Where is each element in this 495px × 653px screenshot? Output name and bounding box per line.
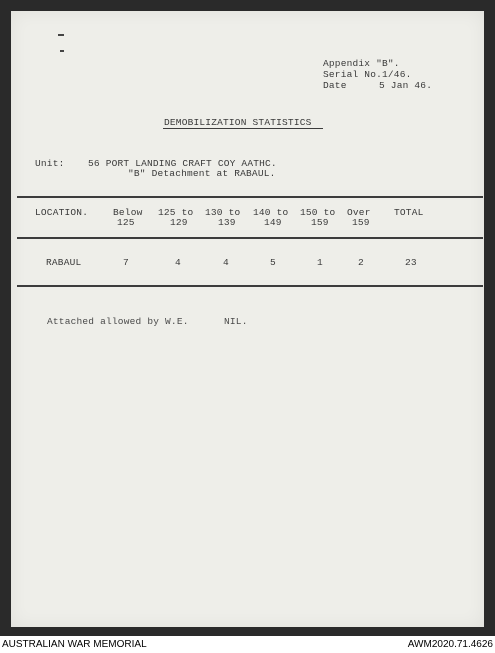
archive-name: AUSTRALIAN WAR MEMORIAL [2, 639, 147, 650]
col-header-125-129-sub: 129 [170, 217, 188, 228]
cell-location: RABAUL [46, 257, 82, 268]
col-header-150-159: 150 to [300, 207, 336, 218]
archive-reference: AWM2020.71.4626 [407, 639, 493, 650]
document-title: DEMOBILIZATION STATISTICS [164, 117, 312, 128]
attached-allowed-label: Attached allowed by W.E. [47, 316, 189, 327]
col-header-140-149: 140 to [253, 207, 289, 218]
cell-total: 23 [405, 257, 417, 268]
cell-140-149: 5 [270, 257, 276, 268]
date-label: Date [323, 80, 347, 91]
col-header-130-139: 130 to [205, 207, 241, 218]
archive-footer [0, 636, 495, 653]
serial-number: Serial No.1/46. [323, 69, 412, 80]
unit-label: Unit: [35, 158, 65, 169]
col-header-130-139-sub: 139 [218, 217, 236, 228]
table-rule-top [17, 196, 483, 198]
col-header-below-125: Below [113, 207, 143, 218]
cell-below-125: 7 [123, 257, 129, 268]
cell-125-129: 4 [175, 257, 181, 268]
table-rule-middle [17, 237, 483, 239]
col-header-125-129: 125 to [158, 207, 194, 218]
cell-over-159: 2 [358, 257, 364, 268]
col-header-over-159: Over [347, 207, 371, 218]
margin-mark [60, 50, 64, 52]
cell-150-159: 1 [317, 257, 323, 268]
col-header-location: LOCATION. [35, 207, 89, 218]
col-header-over-159-sub: 159 [352, 217, 370, 228]
table-rule-bottom [17, 285, 483, 287]
title-underline [163, 128, 323, 129]
col-header-150-159-sub: 159 [311, 217, 329, 228]
appendix-label: Appendix "B". [323, 58, 400, 69]
col-header-total: TOTAL [394, 207, 424, 218]
col-header-below-125-sub: 125 [117, 217, 135, 228]
cell-130-139: 4 [223, 257, 229, 268]
date-value: 5 Jan 46. [379, 80, 433, 91]
unit-detachment: "B" Detachment at RABAUL. [128, 168, 276, 179]
attached-allowed-value: NIL. [224, 316, 248, 327]
unit-name: 56 PORT LANDING CRAFT COY AATHC. [88, 158, 277, 169]
margin-mark [58, 34, 64, 36]
col-header-140-149-sub: 149 [264, 217, 282, 228]
